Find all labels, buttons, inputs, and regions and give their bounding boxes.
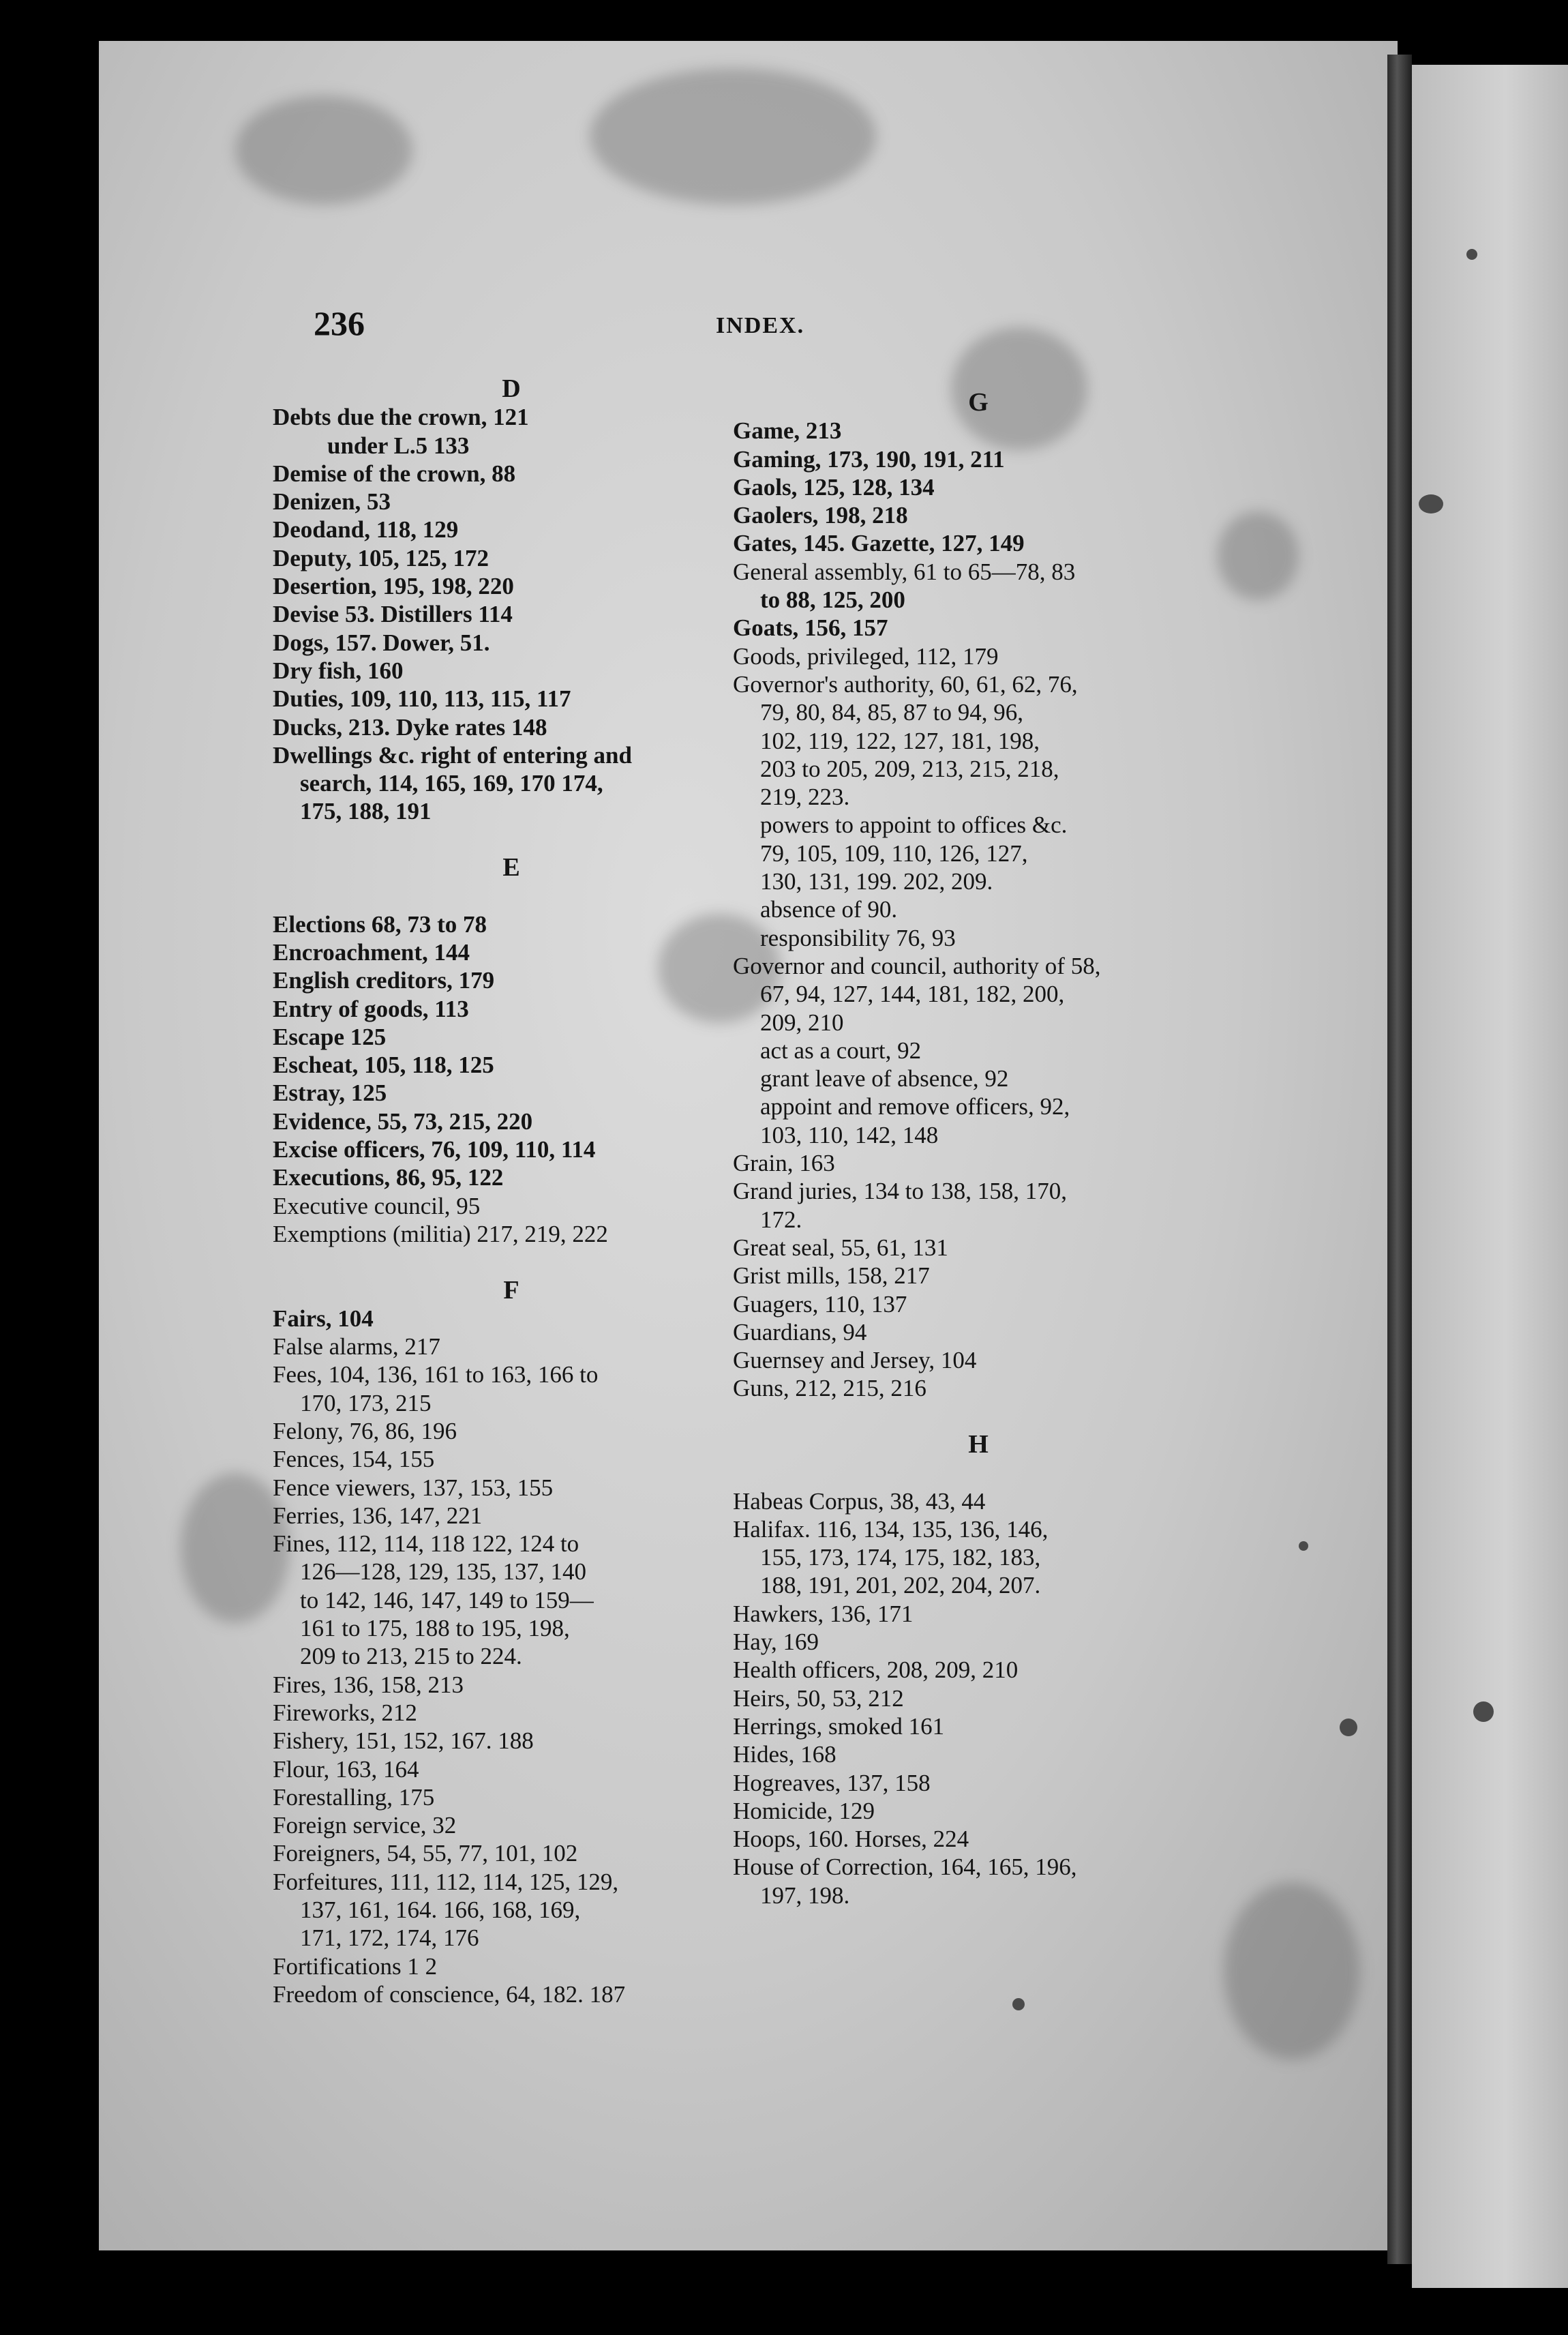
index-entry: Gaols, 125, 128, 134 bbox=[733, 473, 935, 501]
index-subentry: 209 to 213, 215 to 224. bbox=[300, 1643, 522, 1670]
index-entry: Freedom of conscience, 64, 182. 187 bbox=[273, 1980, 626, 2008]
index-subentry: 130, 131, 199. 202, 209. bbox=[760, 868, 993, 895]
index-entry: Demise of the crown, 88 bbox=[273, 460, 516, 487]
index-entry: Elections 68, 73 to 78 bbox=[273, 910, 487, 938]
index-subentry: to 142, 146, 147, 149 to 159— bbox=[300, 1586, 594, 1613]
index-entry: Hoops, 160. Horses, 224 bbox=[733, 1826, 969, 1853]
index-subentry: 137, 161, 164. 166, 168, 169, bbox=[300, 1897, 581, 1924]
index-entry: Ducks, 213. Dyke rates 148 bbox=[273, 713, 547, 741]
index-subentry: absence of 90. bbox=[760, 896, 898, 923]
page-header bbox=[314, 303, 1213, 351]
index-subentry: 188, 191, 201, 202, 204, 207. bbox=[760, 1572, 1041, 1599]
index-entry: Fences, 154, 155 bbox=[273, 1446, 435, 1473]
index-entry: Devise 53. Distillers 114 bbox=[273, 601, 513, 628]
index-entry: Evidence, 55, 73, 215, 220 bbox=[273, 1107, 533, 1135]
index-entry: Great seal, 55, 61, 131 bbox=[733, 1234, 948, 1261]
index-subentry: act as a court, 92 bbox=[760, 1037, 922, 1064]
spacer bbox=[273, 1248, 750, 1276]
section-letter: D bbox=[502, 374, 521, 403]
index-entry: Health officers, 208, 209, 210 bbox=[733, 1656, 1019, 1684]
index-entry: Governor's authority, 60, 61, 62, 76, bbox=[733, 670, 1078, 698]
index-entry: Habeas Corpus, 38, 43, 44 bbox=[733, 1487, 986, 1515]
index-entry: House of Correction, 164, 165, 196, bbox=[733, 1854, 1077, 1881]
index-entry: Herrings, smoked 161 bbox=[733, 1712, 945, 1740]
index-entry: Fishery, 151, 152, 167. 188 bbox=[273, 1727, 534, 1755]
index-entry: Halifax. 116, 134, 135, 136, 146, bbox=[733, 1515, 1049, 1543]
index-entry: Fortifications 1 2 bbox=[273, 1952, 438, 1980]
running-head: INDEX. bbox=[716, 313, 805, 338]
index-entry: Governor and council, authority of 58, bbox=[733, 952, 1101, 979]
index-entry: Denizen, 53 bbox=[273, 488, 391, 516]
index-subentry: 102, 119, 122, 127, 181, 198, bbox=[760, 727, 1040, 754]
index-entry: Escape 125 bbox=[273, 1023, 387, 1050]
index-entry: Guns, 212, 215, 216 bbox=[733, 1375, 926, 1402]
index-entry: Estray, 125 bbox=[273, 1080, 387, 1107]
index-subentry: 172. bbox=[760, 1206, 802, 1233]
spacer bbox=[733, 1459, 1224, 1487]
index-entry: Hides, 168 bbox=[733, 1741, 836, 1768]
index-subentry: 67, 94, 127, 144, 181, 182, 200, bbox=[760, 981, 1065, 1008]
index-entry: Grain, 163 bbox=[733, 1150, 835, 1177]
index-entry: Forestalling, 175 bbox=[273, 1783, 435, 1811]
index-subentry: responsibility 76, 93 bbox=[760, 924, 956, 951]
index-entry: English creditors, 179 bbox=[273, 967, 495, 994]
index-entry: Foreign service, 32 bbox=[273, 1812, 457, 1839]
index-entry: Grist mills, 158, 217 bbox=[733, 1262, 930, 1290]
index-entry: Homicide, 129 bbox=[733, 1797, 875, 1824]
index-entry: Deodand, 118, 129 bbox=[273, 516, 459, 544]
index-entry: Guardians, 94 bbox=[733, 1318, 867, 1345]
index-entry: Goats, 156, 157 bbox=[733, 614, 888, 642]
index-subentry: powers to appoint to offices &c. bbox=[760, 812, 1068, 839]
index-entry: Fines, 112, 114, 118 122, 124 to bbox=[273, 1530, 579, 1558]
index-entry: False alarms, 217 bbox=[273, 1333, 440, 1360]
index-entry: Felony, 76, 86, 196 bbox=[273, 1417, 457, 1444]
index-entry: Fairs, 104 bbox=[273, 1305, 374, 1332]
index-subentry: 171, 172, 174, 176 bbox=[300, 1924, 479, 1952]
index-entry: Guernsey and Jersey, 104 bbox=[733, 1347, 977, 1374]
index-entry: Dwellings &c. right of entering and bbox=[273, 741, 632, 769]
index-entry: Goods, privileged, 112, 179 bbox=[733, 642, 999, 670]
index-entry: Fence viewers, 137, 153, 155 bbox=[273, 1474, 554, 1501]
section-letter: H bbox=[968, 1429, 989, 1459]
index-entry: Foreigners, 54, 55, 77, 101, 102 bbox=[273, 1840, 578, 1867]
index-entry: Hogreaves, 137, 158 bbox=[733, 1769, 931, 1796]
index-entry: Executive council, 95 bbox=[273, 1192, 481, 1219]
index-entry: Dry fish, 160 bbox=[273, 657, 404, 684]
index-entry: Gaolers, 198, 218 bbox=[733, 502, 908, 529]
index-subentry: 197, 198. bbox=[760, 1882, 850, 1909]
index-subentry: 126—128, 129, 135, 137, 140 bbox=[300, 1558, 586, 1586]
book-spine bbox=[1387, 55, 1412, 2264]
index-subentry: 219, 223. bbox=[760, 784, 850, 811]
index-entry: Hawkers, 136, 171 bbox=[733, 1600, 914, 1627]
index-entry: Fireworks, 212 bbox=[273, 1699, 417, 1726]
index-column-left bbox=[273, 375, 750, 2008]
index-entry: Excise officers, 76, 109, 110, 114 bbox=[273, 1136, 596, 1163]
page-number: 236 bbox=[314, 304, 365, 342]
section-letter: F bbox=[503, 1275, 519, 1305]
index-entry: Deputy, 105, 125, 172 bbox=[273, 544, 489, 571]
index-entry: Fires, 136, 158, 213 bbox=[273, 1671, 464, 1698]
index-entry: Guagers, 110, 137 bbox=[733, 1290, 907, 1318]
index-entry: Gates, 145. Gazette, 127, 149 bbox=[733, 530, 1025, 557]
spacer bbox=[733, 1403, 1224, 1431]
index-entry: Escheat, 105, 118, 125 bbox=[273, 1052, 494, 1079]
index-entry: Game, 213 bbox=[733, 417, 842, 445]
index-entry: Gaming, 173, 190, 191, 211 bbox=[733, 445, 1005, 473]
section-letter: G bbox=[968, 388, 989, 417]
index-entry: Ferries, 136, 147, 221 bbox=[273, 1502, 483, 1529]
index-subentry: 170, 173, 215 bbox=[300, 1389, 432, 1416]
index-subentry: 155, 173, 174, 175, 182, 183, bbox=[760, 1544, 1041, 1571]
spacer bbox=[273, 882, 750, 910]
index-subentry: appoint and remove officers, 92, bbox=[760, 1093, 1070, 1120]
index-subentry: 79, 105, 109, 110, 126, 127, bbox=[760, 839, 1028, 867]
section-letter: E bbox=[502, 853, 520, 882]
spacer bbox=[273, 826, 750, 854]
index-entry: Fees, 104, 136, 161 to 163, 166 to bbox=[273, 1361, 599, 1388]
facing-page-edge bbox=[1412, 65, 1568, 2288]
index-subentry: grant leave of absence, 92 bbox=[760, 1065, 1009, 1092]
index-entry: Exemptions (militia) 217, 219, 222 bbox=[273, 1220, 608, 1247]
index-entry: Desertion, 195, 198, 220 bbox=[273, 573, 514, 600]
index-entry: Forfeitures, 111, 112, 114, 125, 129, bbox=[273, 1868, 619, 1895]
index-entry: Duties, 109, 110, 113, 115, 117 bbox=[273, 685, 571, 713]
index-subentry: 203 to 205, 209, 213, 215, 218, bbox=[760, 755, 1059, 782]
index-entry: Grand juries, 134 to 138, 158, 170, bbox=[733, 1178, 1067, 1205]
index-subentry: search, 114, 165, 169, 170 174, bbox=[300, 770, 603, 797]
index-column-right bbox=[733, 389, 1224, 1909]
index-entry: Entry of goods, 113 bbox=[273, 995, 469, 1022]
index-subentry: to 88, 125, 200 bbox=[760, 586, 905, 614]
index-subentry: 175, 188, 191 bbox=[300, 798, 432, 825]
index-entry: Debts due the crown, 121 bbox=[273, 404, 529, 431]
index-subentry: under L.5 133 bbox=[327, 432, 470, 459]
index-subentry: 79, 80, 84, 85, 87 to 94, 96, bbox=[760, 699, 1023, 726]
index-entry: Heirs, 50, 53, 212 bbox=[733, 1684, 904, 1712]
index-subentry: 209, 210 bbox=[760, 1009, 844, 1036]
index-entry: Encroachment, 144 bbox=[273, 938, 470, 966]
index-entry: Executions, 86, 95, 122 bbox=[273, 1164, 504, 1191]
index-entry: Flour, 163, 164 bbox=[273, 1755, 419, 1783]
index-entry: General assembly, 61 to 65—78, 83 bbox=[733, 558, 1076, 585]
index-subentry: 161 to 175, 188 to 195, 198, bbox=[300, 1615, 570, 1642]
index-entry: Hay, 169 bbox=[733, 1628, 819, 1656]
index-subentry: 103, 110, 142, 148 bbox=[760, 1121, 939, 1148]
index-entry: Dogs, 157. Dower, 51. bbox=[273, 629, 490, 656]
